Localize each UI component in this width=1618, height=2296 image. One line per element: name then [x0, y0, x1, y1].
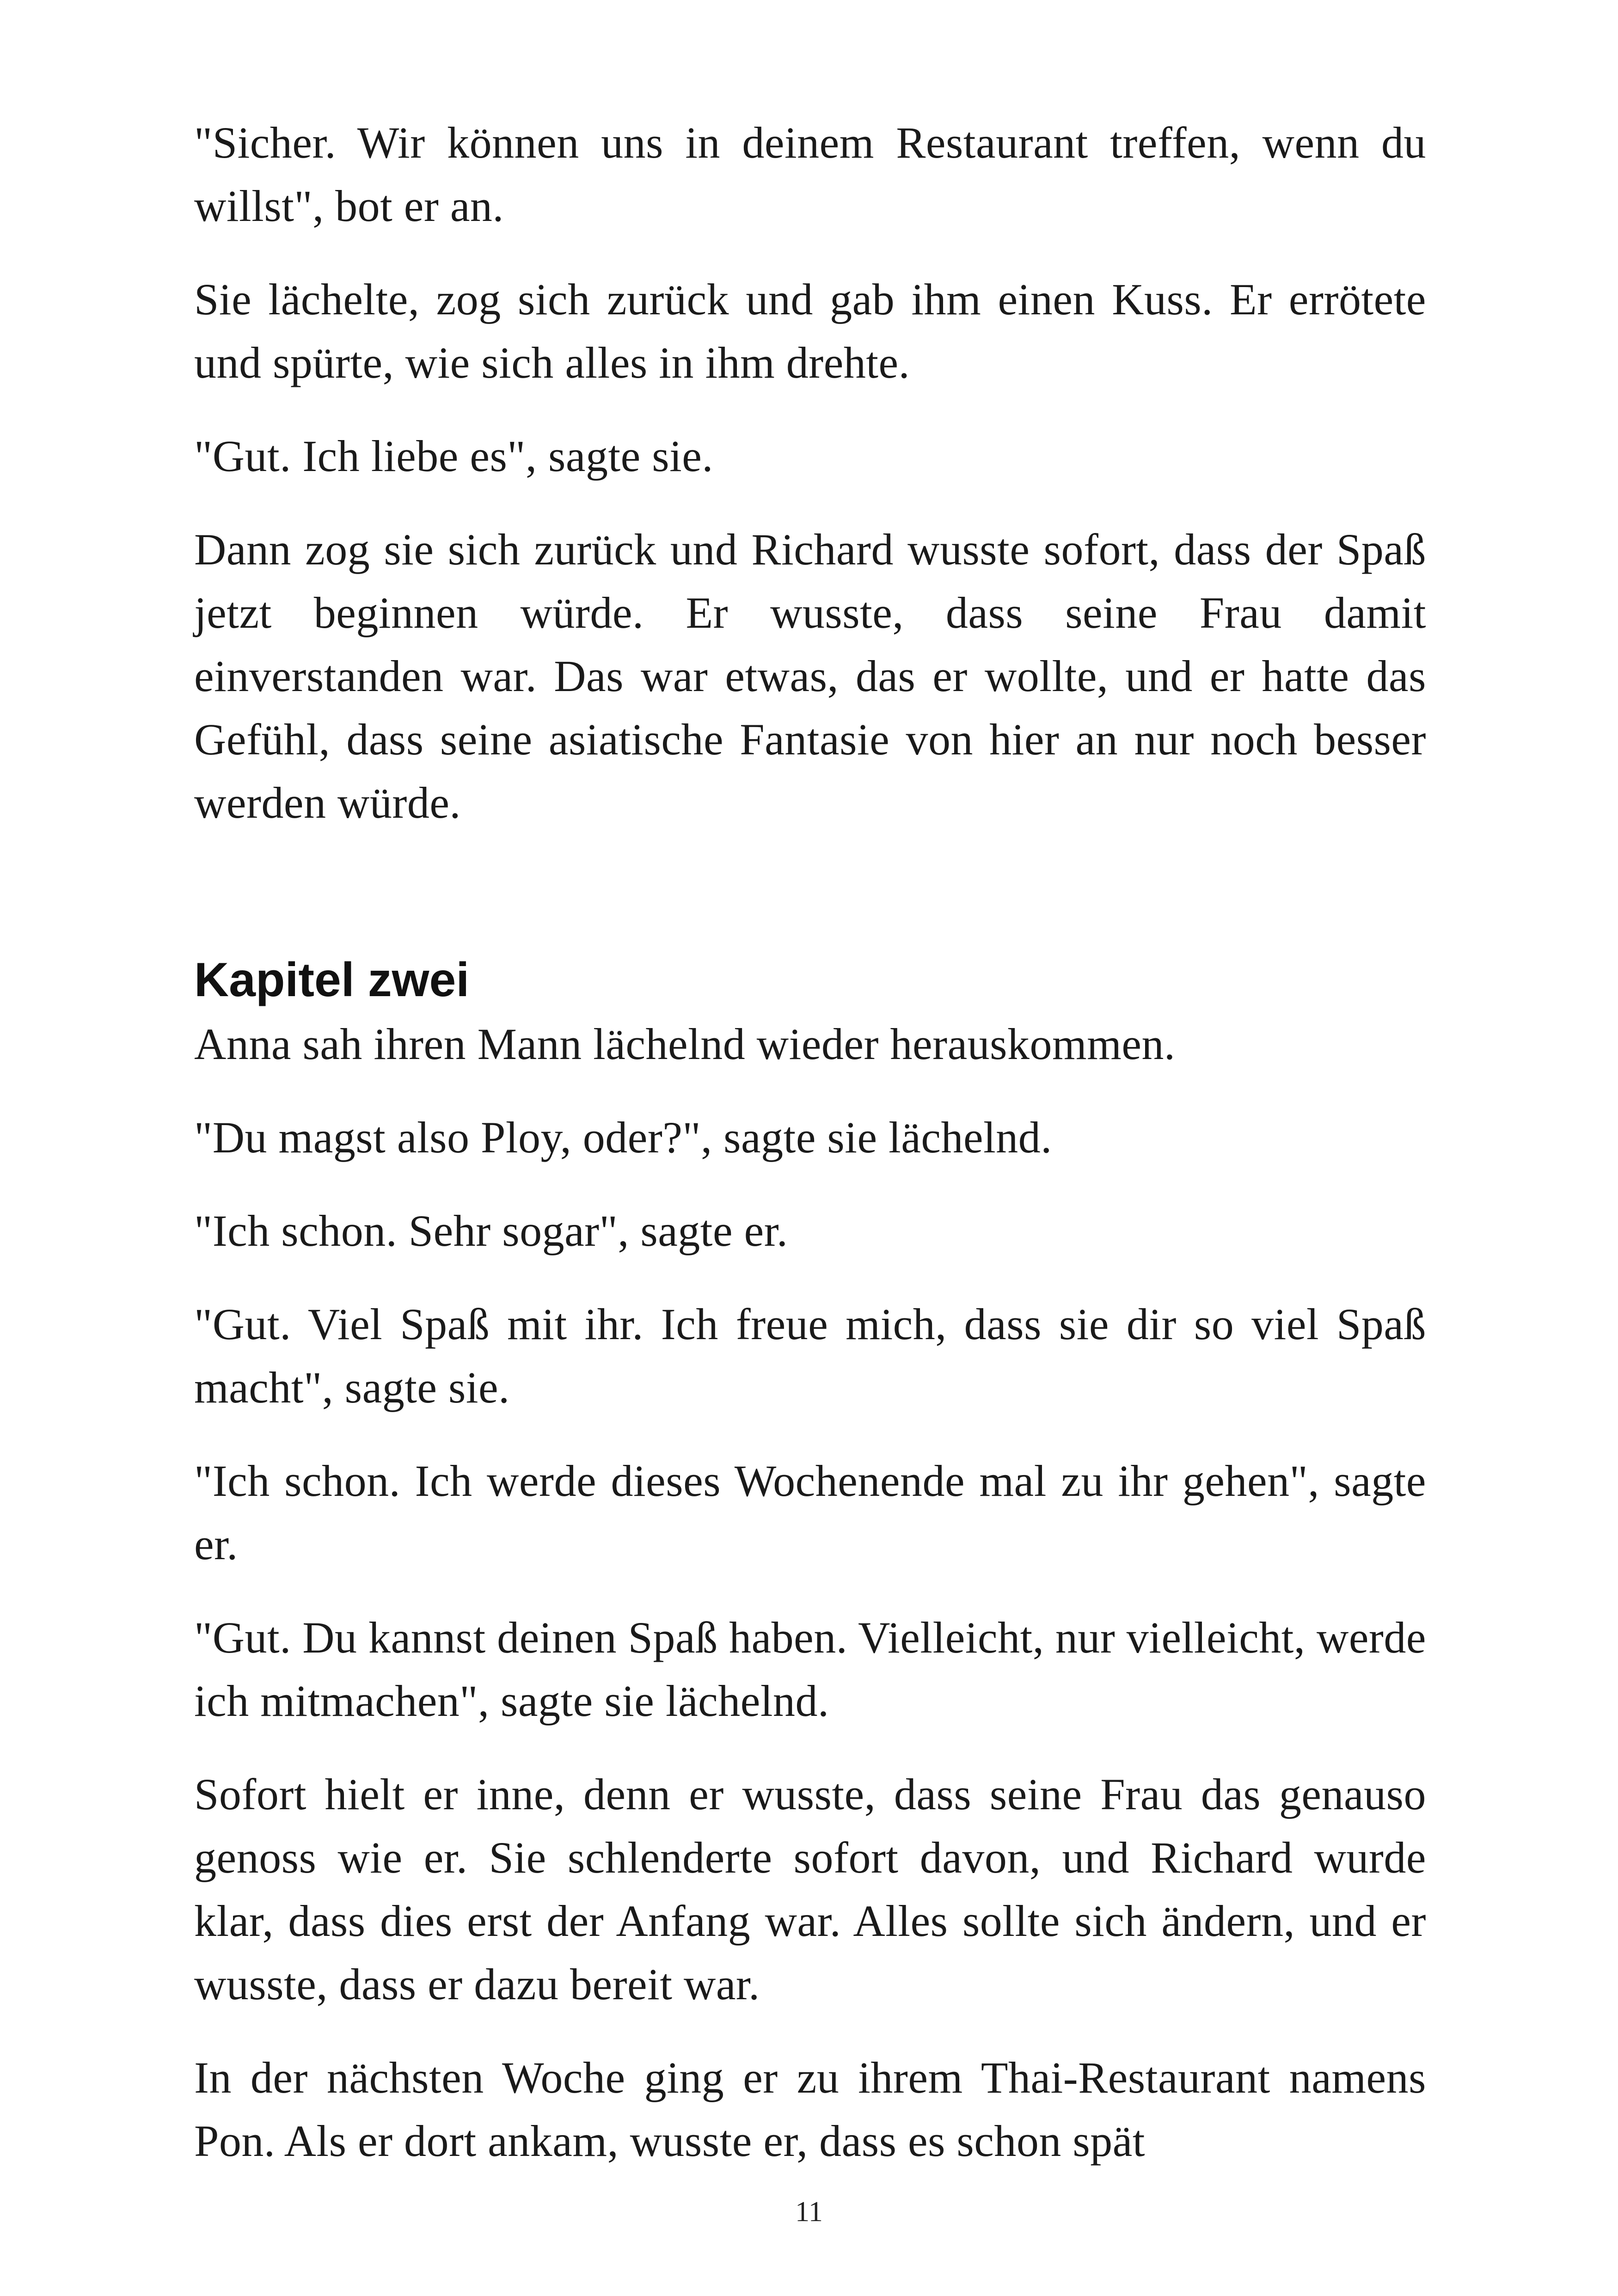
- paragraph: "Gut. Viel Spaß mit ihr. Ich freue mich, dass sie dir so viel Spaß macht", sagte sie.: [194, 1299, 1426, 1412]
- paragraph: "Sicher. Wir können uns in deinem Restaurant treffen, wenn du willst", bot er an.: [194, 118, 1426, 231]
- paragraph: Dann zog sie sich zurück und Richard wusste sofort, dass der Spaß jetzt beginnen würde. Er wusste, dass seine Frau damit einverstanden war. Das war etwas, das er wollte, und er hatte das Gefühl, dass seine asiatische Fantasie von hier an nur noch besser werden würde.: [194, 525, 1426, 827]
- paragraph: "Du magst also Ploy, oder?", sagte sie lächelnd.: [194, 1113, 1052, 1162]
- paragraph: Anna sah ihren Mann lächelnd wieder herauskommen.: [194, 1019, 1176, 1069]
- paragraph: "Ich schon. Sehr sogar", sagte er.: [194, 1206, 788, 1255]
- paragraph: Sie lächelte, zog sich zurück und gab ihm einen Kuss. Er errötete und spürte, wie sich alles in ihm drehte.: [194, 275, 1426, 387]
- paragraph: In der nächsten Woche ging er zu ihrem Thai-Restaurant namens Pon. Als er dort ankam, wusste er, dass es schon spät: [194, 2053, 1426, 2166]
- page-number: 11: [795, 2196, 823, 2228]
- paragraph: "Ich schon. Ich werde dieses Wochenende mal zu ihr gehen", sagte er.: [194, 1456, 1426, 1569]
- chapter-heading: Kapitel zwei: [194, 953, 470, 1007]
- paragraph: "Gut. Ich liebe es", sagte sie.: [194, 431, 713, 481]
- page-body: [194, 111, 1426, 2203]
- paragraph: "Gut. Du kannst deinen Spaß haben. Vielleicht, nur vielleicht, werde ich mitmachen", sagte sie lächelnd.: [194, 1613, 1426, 1726]
- paragraph: Sofort hielt er inne, denn er wusste, dass seine Frau das genauso genoss wie er. Sie schlenderte sofort davon, und Richard wurde klar, dass dies erst der Anfang war. Alles sollte sich ändern, und er wusste, dass er dazu bereit war.: [194, 1769, 1426, 2009]
